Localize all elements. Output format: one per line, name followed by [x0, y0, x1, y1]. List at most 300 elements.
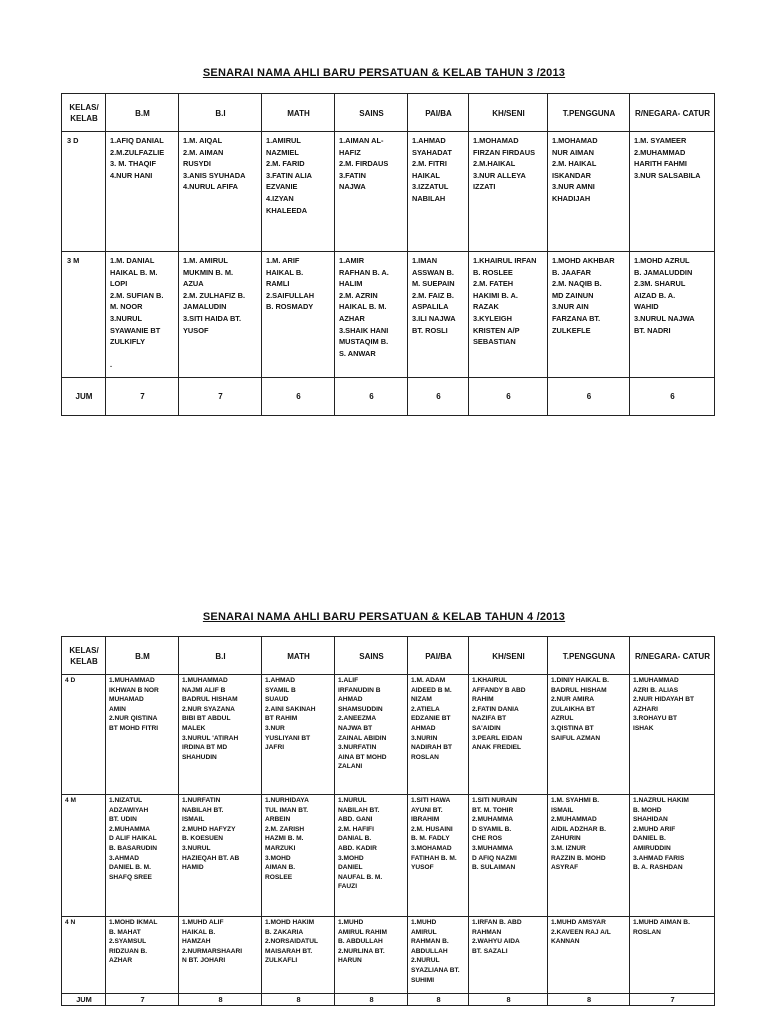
table-row [62, 132, 715, 252]
column-header: B.M [106, 94, 179, 132]
member-name-line: 3.NURUL [110, 313, 143, 323]
member-name-line: 2.NUR AMIRA [551, 696, 594, 704]
member-name-line: MALEK [182, 724, 206, 732]
member-name-line: AMIRUL RAHIM [338, 928, 387, 936]
member-name-line: SAIFUL AZMAN [551, 734, 601, 742]
kelas-cell: 3 D [62, 132, 106, 252]
member-list-cell [179, 252, 262, 378]
member-name-line: KANNAN [551, 938, 580, 946]
member-name-line: 2.M. FATEH [473, 279, 514, 289]
member-name-line: SHAFQ SREE [109, 873, 152, 881]
member-name-line: AZUA [183, 279, 204, 289]
member-name-line: 4.NURUL AFIFA [183, 182, 239, 192]
member-name-line: ADZAWIYAH [109, 806, 149, 814]
member-name-line: BT. ROSLI [412, 325, 448, 335]
member-name-line: NAJWA [339, 182, 366, 192]
member-name-line: B. ZAKARIA [265, 928, 304, 936]
member-name-line: AIDEED B M. [411, 686, 452, 694]
column-header: PAI/BA [408, 94, 469, 132]
member-name-line: S. ANWAR [339, 348, 376, 358]
member-name-line: 3.NUR [265, 724, 285, 732]
member-name-line: SEBASTIAN [473, 337, 516, 347]
member-name-line: 2.M. SUFIAN B. [110, 290, 164, 300]
member-name-line: 1.M. SYAHMI B. [551, 797, 600, 804]
member-name-line: AMIRUDDIN [633, 844, 671, 852]
member-name-line: ZAHURIN [551, 835, 581, 843]
member-list-cell [408, 252, 469, 378]
member-name-line: FIRZAN FIRDAUS [473, 147, 535, 157]
member-name-line: MAISARAH BT. [265, 947, 313, 955]
member-name-line: SHAHUDIN [182, 753, 217, 761]
member-name-line: EDZANIE BT [411, 715, 451, 723]
member-name-line: DANIEL B. M. [109, 864, 152, 872]
member-name-line: NIZAM [411, 696, 432, 704]
member-name-line: 1.AHMAD [412, 136, 446, 145]
member-name-line: RAHIM [472, 696, 494, 704]
member-name-line: ROSLAN [633, 928, 661, 936]
member-name-line: 1.SITI HAWA [411, 797, 451, 804]
member-list-cell [469, 132, 548, 252]
jum-value: 8 [469, 994, 548, 1006]
member-list-cell [262, 252, 335, 378]
member-name-line: ZULAIKHA BT [551, 705, 596, 713]
member-name-line: TUL IMAN BT. [265, 806, 309, 814]
member-name-line: 1.SITI NURAIN [472, 797, 518, 804]
member-list-cell [548, 917, 630, 994]
member-name-line: ASYRAF [551, 864, 579, 872]
member-name-line: 3.MOHAMAD [411, 844, 452, 852]
member-name-line: ZULKEFLE [552, 325, 591, 335]
member-name-line: NADIRAH BT [411, 744, 453, 752]
member-name-line: KRISTEN A/P [473, 325, 520, 335]
member-name-line: 3.ILI NAJWA [412, 313, 456, 323]
member-name-line: 1.AIMAN AL- [339, 136, 384, 145]
member-name-line: 1.M. ADAM [411, 677, 446, 684]
member-name-line: N BT. JOHARI [182, 957, 226, 965]
member-name-line: FARZANA BT. [552, 313, 601, 323]
member-name-line: 1.MOHAMAD [473, 136, 519, 145]
member-name-line: NABILAH BT. [182, 806, 224, 814]
member-name-line: HAZIEQAH BT. AB [182, 854, 240, 862]
member-name-line: MUSTAQIM B. [339, 337, 389, 347]
member-name-line: 2.M. FAIZ B. [412, 290, 454, 300]
member-name-line: 2.MUHAMMA [472, 816, 514, 824]
member-name-line: 3.SHAIK HANI [339, 325, 389, 335]
member-name-line: KHALEEDA [266, 205, 308, 215]
member-name-line: 1.MUHD AIMAN B. [633, 919, 690, 926]
jum-value: 8 [335, 994, 408, 1006]
member-name-line: 2.M. AZRIN [339, 290, 378, 300]
member-list-cell [106, 917, 179, 994]
member-name-line: 1.NURFATIN [182, 797, 221, 804]
jum-label: JUM [62, 378, 106, 416]
kelas-cell: 4 N [62, 917, 106, 994]
member-name-line: 2.ATIELA [411, 705, 440, 713]
member-name-line: NAJWA BT [338, 724, 373, 732]
member-name-line: YUSOF [411, 864, 434, 872]
member-list-cell [408, 917, 469, 994]
jum-row [62, 994, 715, 1006]
member-name-line: 3.AHMAD FARIS [633, 854, 685, 862]
member-name-line: B. BASARUDIN [109, 844, 157, 852]
member-name-line: 1.NAZRUL HAKIM [633, 797, 689, 804]
member-name-line: D ALIF HAIKAL [109, 835, 157, 843]
member-name-line: AMIN [109, 705, 126, 713]
member-list-cell [262, 675, 335, 795]
table-row [62, 252, 715, 378]
column-header: SAINS [335, 94, 408, 132]
member-name-line: SA'AIDIN [472, 724, 501, 732]
jum-value: 6 [469, 378, 548, 416]
member-name-line: NAJMI ALIF B [182, 686, 226, 694]
member-name-line: HALIM [339, 279, 363, 289]
member-name-line: 2.MUHAMMAD [551, 816, 597, 824]
member-name-line: 3.NURUL [182, 844, 211, 852]
member-name-line: 1.M. DANIAL [110, 256, 155, 265]
member-name-line: ISKANDAR [552, 170, 592, 180]
member-name-line: SUAUD [265, 696, 289, 704]
member-name-line: BT. NADRI [634, 325, 671, 335]
member-name-line: 3.PEARL EIDAN [472, 734, 523, 742]
member-name-line: 1.KHAIRUL [472, 677, 508, 684]
member-name-line: 3.QISTINA BT [551, 724, 594, 732]
member-list-cell [630, 252, 715, 378]
member-name-line: IKHWAN B NOR [109, 686, 159, 694]
member-name-line: 2.M. HAFIFI [338, 825, 374, 833]
section-title-tahun-4: SENARAI NAMA AHLI BARU PERSATUAN & KELAB TAHUN 4 /2013 [202, 611, 566, 623]
member-name-line: ROSLAN [411, 753, 439, 761]
member-name-line: 1.MOHD AKHBAR [552, 256, 615, 265]
member-name-line: YUSLIYANI BT [265, 734, 311, 742]
kelas-cell: 4 M [62, 795, 106, 917]
jum-value: 7 [106, 994, 179, 1006]
member-list-cell [469, 252, 548, 378]
jum-value: 6 [262, 378, 335, 416]
jum-value: 6 [408, 378, 469, 416]
member-name-line: 2.SAIFULLAH [266, 290, 315, 300]
table-row [62, 795, 715, 917]
member-name-line: 1.DINIY HAIKAL B. [551, 677, 610, 684]
member-name-line: NUR AIMAN [552, 147, 595, 157]
column-header: R/NEGARA- CATUR [630, 637, 715, 675]
member-name-line: AINA BT MOHD [338, 753, 387, 761]
member-name-line: 3.NUR AMNI [552, 182, 595, 192]
member-list-cell [408, 132, 469, 252]
member-name-line: AFFANDY B ABD [472, 686, 526, 694]
section-title-tahun-3: SENARAI NAMA AHLI BARU PERSATUAN & KELAB TAHUN 3 /2013 [202, 67, 566, 79]
member-name-line: M. SUEPAIN [412, 279, 455, 289]
member-name-line: ZAINAL ABIDIN [338, 734, 387, 742]
member-name-line: HAIKAL B. M. [339, 302, 387, 312]
member-name-line: 2.M. AIMAN [183, 147, 224, 157]
member-name-line: HAFIZ [339, 147, 361, 157]
member-name-line: B. JAAFAR [552, 267, 592, 277]
member-name-line: BT MOHD FITRI [109, 724, 159, 732]
member-name-line: MD ZAINUN [552, 290, 594, 300]
member-name-line: 1.MUHD [411, 919, 437, 926]
member-name-line: 1.MUHD ALIF [182, 919, 224, 926]
member-name-line: KHADIJAH [552, 193, 591, 203]
member-list-cell [179, 675, 262, 795]
member-name-line: 2.M. ZARISH [265, 825, 305, 833]
member-list-cell [106, 132, 179, 252]
member-name-line: 2.NUR SYAZANA [182, 705, 235, 713]
member-name-line: HAMID [182, 864, 204, 872]
member-name-line: 1.MUHAMMAD [182, 677, 228, 684]
member-list-cell [548, 252, 630, 378]
member-list-cell [548, 795, 630, 917]
member-name-line: 1.M. AMIRUL [183, 256, 228, 265]
member-name-line: DANIAL B. [338, 835, 372, 843]
member-name-line: 2.M. NAQIB B. [552, 279, 602, 289]
member-name-line: 1.MUHAMMAD [109, 677, 155, 684]
jum-value: 6 [548, 378, 630, 416]
member-name-line: 3.MOHD [265, 854, 291, 862]
member-name-line: MARZUKI [265, 844, 296, 852]
member-list-cell [469, 917, 548, 994]
member-name-line [110, 348, 175, 360]
member-name-line: 1.ALIF [338, 677, 359, 684]
member-name-line: 3.ROHAYU BT [633, 715, 678, 723]
member-name-line: ISHAK [633, 724, 654, 732]
member-name-line: BT. M. TOHIR [472, 806, 514, 814]
member-name-line: HAMZAH [182, 938, 211, 946]
member-list-cell [106, 675, 179, 795]
member-name-line: ASSWAN B. [412, 267, 454, 277]
jum-value: 8 [408, 994, 469, 1006]
member-name-line: 1.MOHD IKMAL [109, 919, 158, 926]
jum-value: 8 [548, 994, 630, 1006]
column-header: T.PENGGUNA [548, 94, 630, 132]
member-name-line: 1.IRFAN B. ABD [472, 919, 522, 926]
member-name-line: JAMALUDIN [183, 302, 227, 312]
member-name-line: 1.MUHD AMSYAR [551, 919, 606, 926]
member-name-line: SHAHIDAN [633, 816, 668, 824]
member-name-line: SYAWANIE BT [110, 325, 161, 335]
member-name-line: D SYAMIL B. [472, 825, 512, 833]
member-list-cell [106, 795, 179, 917]
member-name-line: LOPI [110, 279, 128, 289]
member-name-line: ZULKIFLY [110, 337, 146, 347]
member-name-line: DANIEL B. [633, 835, 666, 843]
member-list-cell [179, 132, 262, 252]
member-name-line: ANAK FREDIEL [472, 744, 522, 752]
member-name-line: AZHARI [633, 705, 658, 713]
member-name-line: ROSLEE [265, 873, 293, 881]
member-name-line: HAIKAL B. [182, 928, 216, 936]
member-list-cell [335, 675, 408, 795]
member-name-line: AHMAD [338, 696, 363, 704]
jum-row [62, 378, 715, 416]
member-name-line: 2.M. HUSAINI [411, 825, 453, 833]
jum-value: 7 [630, 994, 715, 1006]
member-name-line: 2.MUHAMMA [109, 825, 151, 833]
kelas-cell: 4 D [62, 675, 106, 795]
member-name-line: ABD. KADIR [338, 844, 377, 852]
member-name-line: MUKMIN B. M. [183, 267, 234, 277]
member-name-line: 3.NURUL 'ATIRAH [182, 734, 239, 742]
member-name-line: IZZATI [473, 182, 496, 192]
jum-value: 6 [630, 378, 715, 416]
member-list-cell [335, 132, 408, 252]
member-name-line: 2.KAVEEN RAJ A/L [551, 928, 611, 936]
member-name-line: . [110, 360, 113, 370]
member-name-line: 1.AMIR [339, 256, 365, 265]
member-name-line: IRDINA BT MD [182, 744, 228, 752]
member-name-line: B. SULAIMAN [472, 864, 516, 872]
member-name-line: 2.NORSAIDATUL [265, 938, 318, 946]
member-name-line: ZULKAFLI [265, 957, 298, 965]
member-list-cell [335, 917, 408, 994]
members-table-tahun-4 [61, 636, 715, 1006]
member-name-line: 4.NUR HANI [110, 170, 153, 180]
member-name-line: BADRUL HISHAM [182, 696, 238, 704]
member-name-line: 2.MUHD ARIF [633, 825, 676, 833]
member-name-line: BIBI BT ABDUL [182, 715, 231, 723]
member-name-line: 3.AHMAD [109, 854, 140, 862]
member-list-cell [179, 795, 262, 917]
member-name-line: 2.M. FIRDAUS [339, 159, 389, 169]
member-name-line: HAKIMI B. A. [473, 290, 518, 300]
member-name-line: ZALANI [338, 763, 363, 771]
member-list-cell [335, 795, 408, 917]
member-list-cell [469, 675, 548, 795]
member-name-line: 3.FATIN [339, 170, 366, 180]
member-name-line: 2.ANEEZMA [338, 715, 377, 723]
member-name-line: ISMAIL [182, 816, 205, 824]
member-name-line: RIDZUAN B. [109, 947, 148, 955]
member-name-line: BT. UDIN [109, 816, 137, 824]
member-name-line: RAZZIN B. MOHD [551, 854, 606, 862]
column-header: MATH [262, 637, 335, 675]
member-name-line: B. ABDULLAH [338, 938, 383, 946]
member-name-line: IBRAHIM [411, 816, 440, 824]
member-name-line: B. JAMALUDDIN [634, 267, 693, 277]
member-name-line: SYAHADAT [412, 147, 452, 157]
table-row [62, 917, 715, 994]
member-name-line: 1.NURHIDAYA [265, 797, 309, 804]
member-name-line: 2.3M. SHARUL [634, 279, 686, 289]
column-header: B.I [179, 94, 262, 132]
member-name-line: HAZMI B. M. [265, 835, 304, 843]
jum-value: 6 [335, 378, 408, 416]
member-name-line: 1.MOHD AZRUL [634, 256, 690, 265]
member-list-cell [630, 132, 715, 252]
member-name-line: 4.IZYAN [266, 193, 294, 203]
member-list-cell [262, 132, 335, 252]
member-name-line: 3.SITI HAIDA BT. [183, 313, 242, 323]
member-name-line: NABILAH [412, 193, 446, 203]
column-header: PAI/BA [408, 637, 469, 675]
member-name-line: 2.NURMARSHAARI [182, 947, 243, 955]
member-name-line: 2.SYAMSUL [109, 938, 147, 946]
member-name-line: AZHAR [109, 957, 133, 965]
member-name-line: WAHID [634, 302, 659, 312]
member-name-line: 3.IZZATUL [412, 182, 449, 192]
member-name-line: BT RAHIM [265, 715, 298, 723]
members-table-tahun-3 [61, 93, 715, 416]
jum-value: 7 [179, 378, 262, 416]
member-name-line: 3.FATIN ALIA [266, 170, 312, 180]
member-name-line: 2.M. FARID [266, 159, 305, 169]
member-name-line: 3.M. IZNUR [551, 844, 586, 852]
member-name-line: SYAZLIANA BT. [411, 966, 460, 974]
member-name-line: RAFHAN B. A. [339, 267, 389, 277]
member-name-line: 3.NUR AIN [552, 302, 589, 312]
member-name-line: 1.M. ARIF [266, 256, 300, 265]
member-name-line: 1.MUHD [338, 919, 364, 926]
member-name-line: B. ROSMADY [266, 302, 314, 312]
jum-value: 8 [262, 994, 335, 1006]
member-name-line: BT. SAZALI [472, 947, 508, 955]
column-header: SAINS [335, 637, 408, 675]
member-name-line: AHMAD [411, 724, 436, 732]
member-name-line: 2.NUR HIDAYAH BT [633, 696, 695, 704]
member-name-line: 2.M. HAIKAL [552, 159, 597, 169]
member-list-cell [335, 252, 408, 378]
member-name-line: AZRI B. ALIAS [633, 686, 679, 694]
column-header: KH/SENI [469, 637, 548, 675]
member-list-cell [469, 795, 548, 917]
member-name-line: 2.FATIN DANIA [472, 705, 519, 713]
header-row [62, 637, 715, 675]
member-name-line: 3.NURUL NAJWA [634, 313, 695, 323]
member-name-line: 1.M. SYAMEER [634, 136, 687, 145]
member-name-line: AZHAR [339, 313, 365, 323]
member-name-line: RAHMAN B. [411, 938, 449, 946]
column-header: B.I [179, 637, 262, 675]
member-name-line: 2.AINI SAKINAH [265, 705, 316, 713]
member-name-line: 3.MUHAMMA [472, 844, 514, 852]
member-name-line: 2.MUHAMMAD [634, 147, 686, 157]
member-name-line: HAIKAL B. [266, 267, 304, 277]
member-name-line: AZRUL [551, 715, 574, 723]
jum-value: 7 [106, 378, 179, 416]
member-name-line: FAUZI [338, 883, 358, 891]
member-name-line: 2.NURLINA BT. [338, 947, 385, 955]
jum-label: JUM [62, 994, 106, 1006]
column-header: R/NEGARA- CATUR [630, 94, 715, 132]
member-name-line: 1.M. AIQAL [183, 136, 223, 145]
member-name-line: 3.NUR ALLEYA [473, 170, 526, 180]
member-name-line: MUHAMAD [109, 696, 144, 704]
member-list-cell [630, 917, 715, 994]
member-name-line: BADRUL HISHAM [551, 686, 607, 694]
column-header: T.PENGGUNA [548, 637, 630, 675]
member-name-line: B. MOHD [633, 806, 662, 814]
member-list-cell [262, 917, 335, 994]
member-name-line: 1.MOHD HAKIM [265, 919, 315, 926]
member-name-line: 3. M. THAQIF [110, 159, 156, 169]
member-name-line: YUSOF [183, 325, 209, 335]
member-name-line: 2.M. ZULHAFIZ B. [183, 290, 245, 300]
member-name-line: B. A. RASHDAN [633, 864, 683, 872]
member-name-line: ABD. GANI [338, 816, 373, 824]
member-name-line: CHE ROS [472, 835, 503, 843]
member-name-line: EZVANIE [266, 182, 298, 192]
member-name-line: 1.MUHAMMAD [633, 677, 679, 684]
kelas-cell: 3 M [62, 252, 106, 378]
member-name-line: 2.NUR QISTINA [109, 715, 158, 723]
member-name-line: 2.WAHYU AIDA [472, 938, 520, 946]
member-name-line: RUSYDI [183, 159, 211, 169]
member-name-line: 1.AFIQ DANIAL [110, 136, 164, 145]
member-name-line: 3.MOHD [338, 854, 364, 862]
member-name-line: IRFANUDIN B [338, 686, 381, 694]
member-name-line: ISMAIL [551, 806, 574, 814]
member-list-cell [630, 795, 715, 917]
member-name-line: NAZMIEL [266, 147, 299, 157]
